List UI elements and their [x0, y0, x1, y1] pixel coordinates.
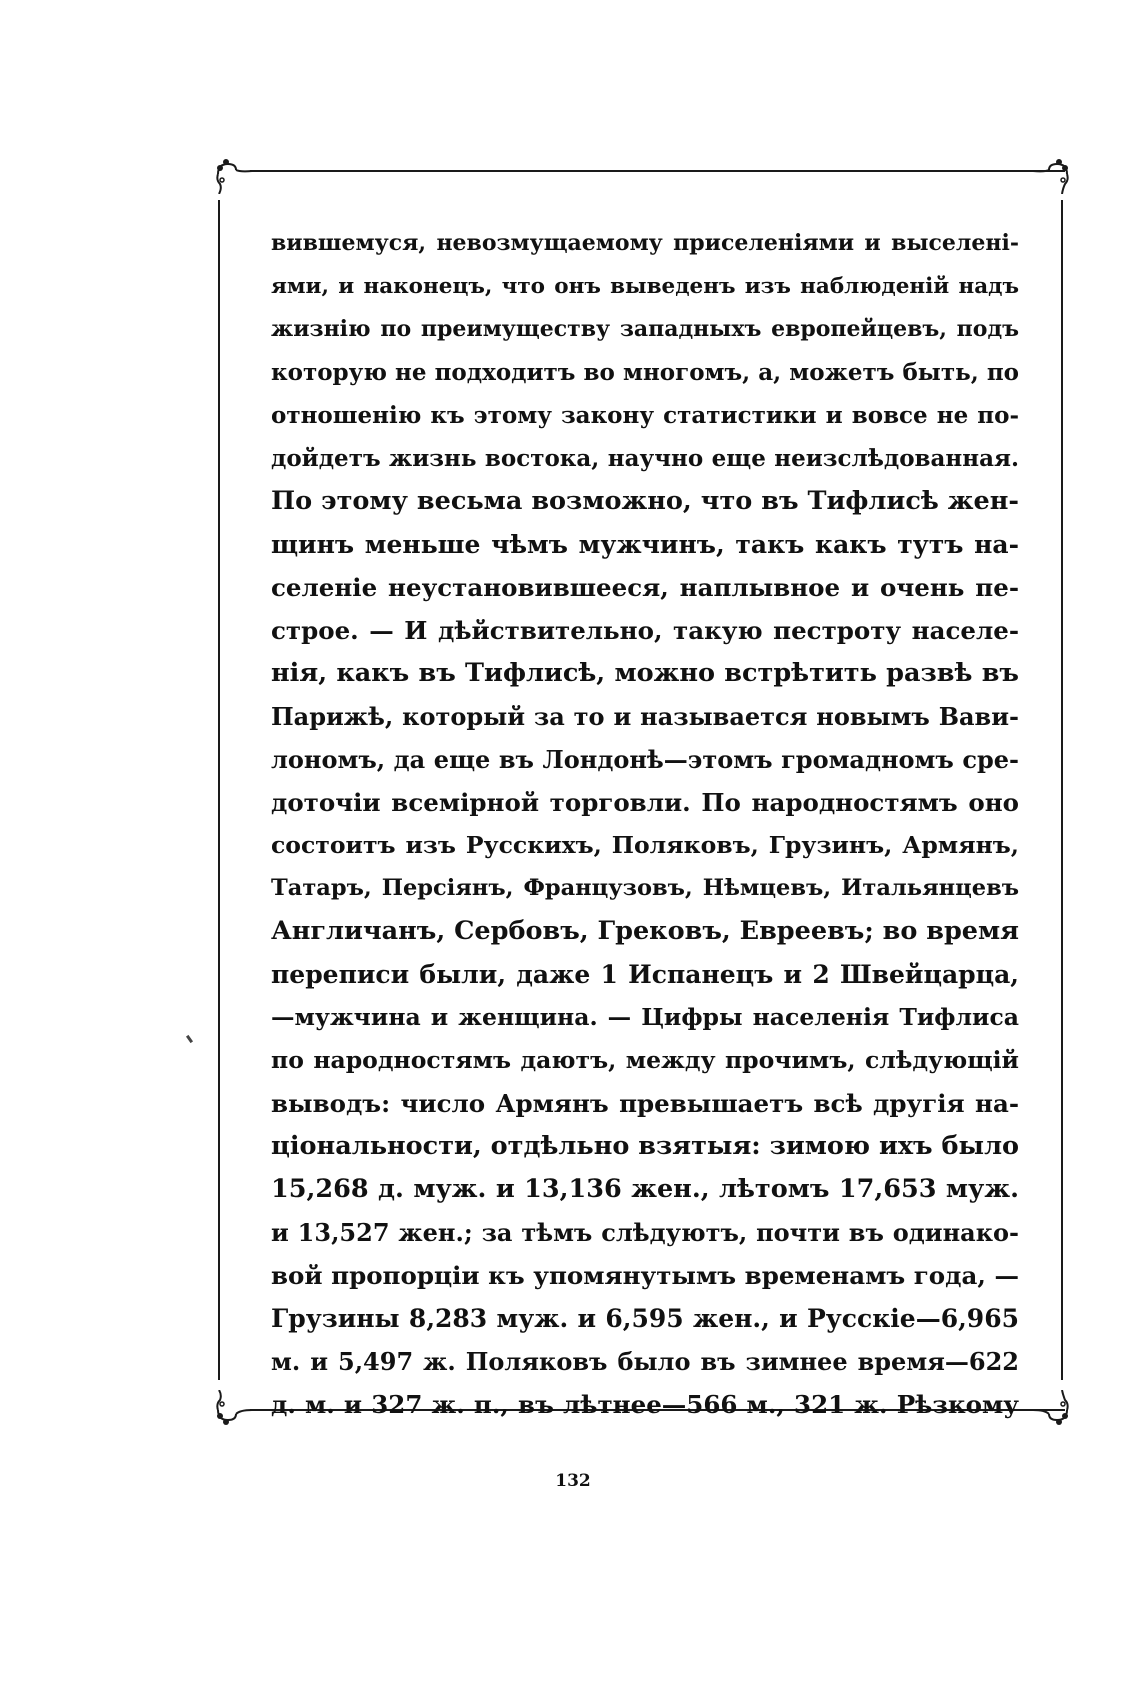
text-line: дойдетъ жизнь востока, научно еще неизслѣдованная.	[271, 445, 1019, 472]
text-line: лономъ, да еще въ Лондонѣ—этомъ громадномъ сре-	[271, 745, 1019, 774]
body-text	[271, 222, 1019, 1426]
text-line: жизнію по преимуществу западныхъ европейцевъ, подъ	[271, 316, 1019, 342]
text-line: щинъ меньше чѣмъ мужчинъ, такъ какъ тутъ на-	[271, 530, 1019, 559]
ornament-corner-top-right-icon	[1033, 154, 1073, 194]
text-line: строе. — И дѣйствительно, такую пестроту населе-	[271, 616, 1019, 645]
text-line: вившемуся, невозмущаемому приселеніями и выселені-	[271, 230, 1019, 256]
text-line: Англичанъ, Сербовъ, Грековъ, Евреевъ; во время	[271, 916, 1019, 946]
text-line: Татаръ, Персіянъ, Французовъ, Нѣмцевъ, Итальянцевъ	[271, 875, 1019, 901]
text-line: м. и 5,497 ж. Поляковъ было въ зимнее время—622	[271, 1347, 1019, 1376]
ornament-corner-bottom-left-icon	[212, 1390, 252, 1430]
text-line: доточіи всемірной торговли. По народностямъ оно	[271, 788, 1019, 817]
text-line: переписи были, даже 1 Испанецъ и 2 Швейцарца,	[271, 960, 1019, 989]
frame-left-rule	[218, 200, 220, 1380]
scan-speck	[186, 1035, 193, 1043]
text-line: —мужчина и женщина. — Цифры населенія Тифлиса	[271, 1003, 1019, 1031]
text-line: и 13,527 жен.; за тѣмъ слѣдуютъ, почти въ одинако-	[271, 1218, 1019, 1247]
text-line: нія, какъ въ Тифлисѣ, можно встрѣтить развѣ въ	[271, 658, 1019, 688]
text-line: ями, и наконецъ, что онъ выведенъ изъ наблюденій надъ	[271, 274, 1019, 299]
text-line: д. м. и 327 ж. п., въ лѣтнее—566 м., 321 ж. Рѣзкому	[271, 1390, 1019, 1419]
page-number: 132	[555, 1471, 591, 1491]
text-line: Грузины 8,283 муж. и 6,595 жен., и Русскіе—6,965	[271, 1304, 1019, 1333]
text-line: по народностямъ даютъ, между прочимъ, слѣдующій	[271, 1046, 1019, 1074]
text-line: ціональности, отдѣльно взятыя: зимою ихъ было	[271, 1131, 1019, 1161]
text-line: вой пропорціи къ упомянутымъ временамъ года, —	[271, 1261, 1019, 1290]
text-line: селеніе неустановившееся, наплывное и очень пе-	[271, 573, 1019, 602]
text-line: состоитъ изъ Русскихъ, Поляковъ, Грузинъ, Армянъ,	[271, 831, 1019, 859]
text-line: которую не подходитъ во многомъ, а, можетъ быть, по	[271, 359, 1019, 386]
text-line: выводъ: число Армянъ превышаетъ всѣ другія на-	[271, 1089, 1019, 1118]
ornament-corner-bottom-right-icon	[1033, 1390, 1073, 1430]
text-line: 15,268 д. муж. и 13,136 жен., лѣтомъ 17,653 муж.	[271, 1174, 1019, 1204]
text-line: По этому весьма возможно, что въ Тифлисѣ жен-	[271, 486, 1019, 516]
text-line: отношенію къ этому закону статистики и вовсе не по-	[271, 402, 1019, 429]
text-line: Парижѣ, который за то и называется новымъ Вави-	[271, 702, 1019, 731]
frame-top-rule	[250, 170, 1065, 172]
ornament-corner-top-left-icon	[212, 154, 252, 194]
frame-right-rule	[1061, 200, 1063, 1380]
